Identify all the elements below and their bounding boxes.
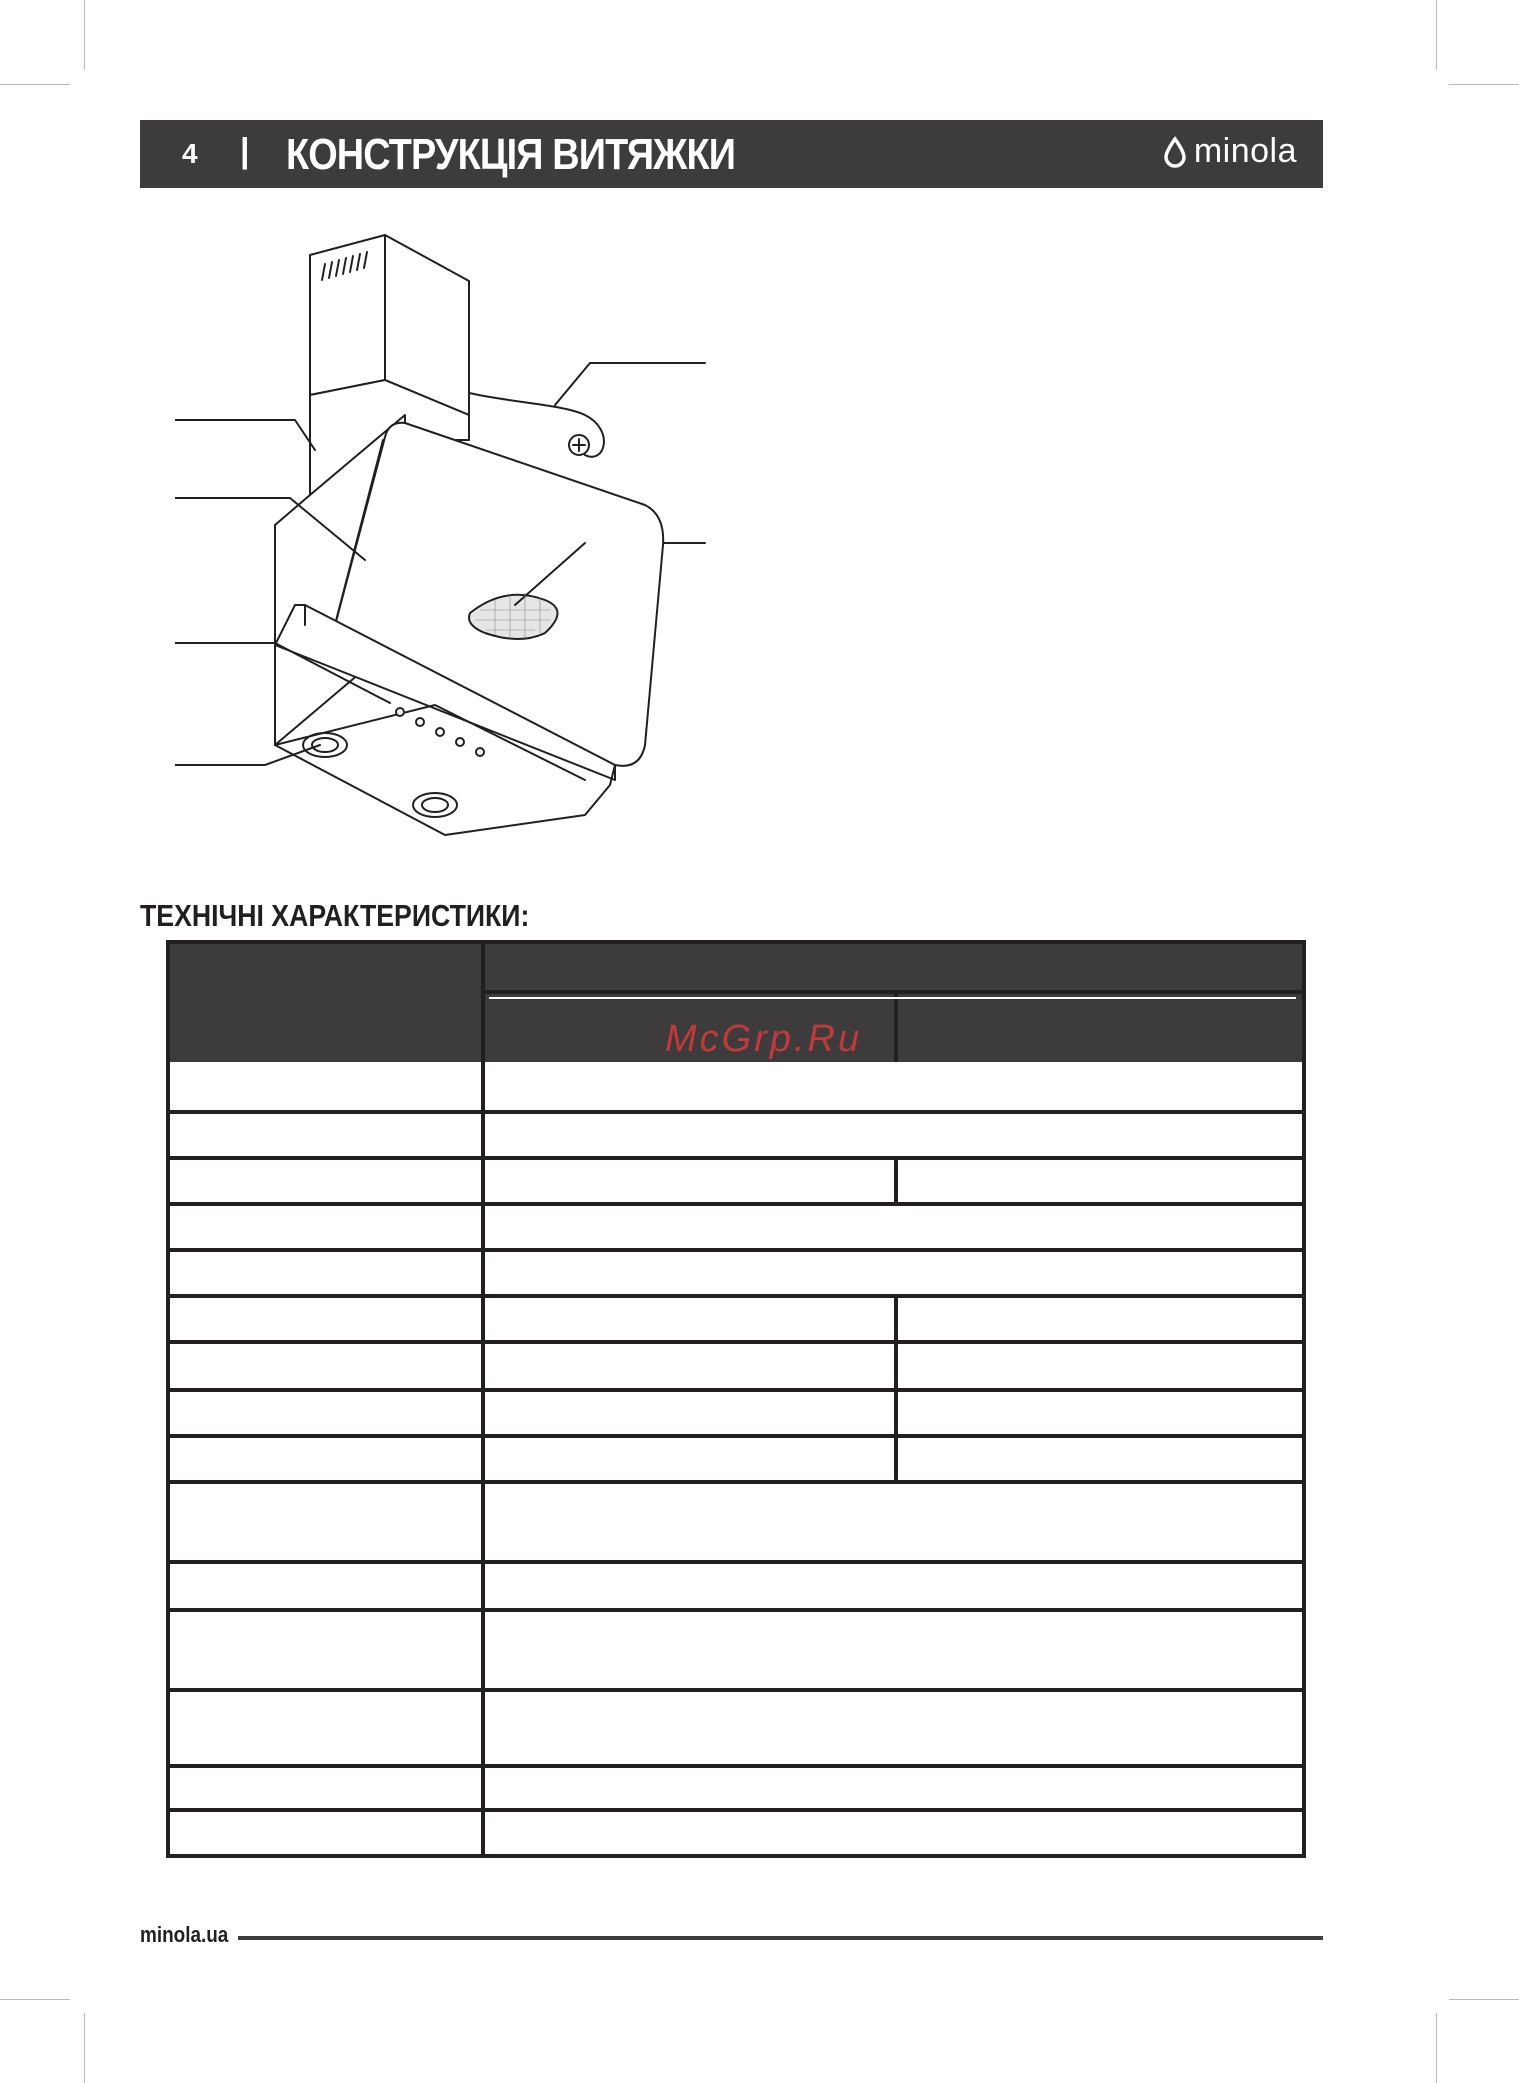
table-body xyxy=(168,942,1304,1856)
specs-table xyxy=(166,940,1306,1860)
footer-url: minola.ua xyxy=(140,1922,229,1947)
brand-name: minola xyxy=(1193,132,1297,170)
hood-diagram xyxy=(175,225,715,850)
specs-title: ТЕХНІЧНІ ХАРАКТЕРИСТИКИ: xyxy=(140,898,530,933)
header-separator: | xyxy=(240,132,250,170)
footer-rule xyxy=(238,1936,1323,1940)
watermark: McGrp.Ru xyxy=(665,1018,863,1060)
crop-mark xyxy=(1436,2013,1437,2083)
page-number: 4 xyxy=(182,138,198,169)
drop-ring-icon xyxy=(1162,135,1188,169)
crop-mark xyxy=(0,1999,70,2000)
power-cable xyxy=(469,393,604,457)
crop-mark xyxy=(84,2013,85,2083)
callout-line-lights xyxy=(175,745,320,765)
section-header xyxy=(140,120,1323,188)
crop-mark xyxy=(84,0,85,70)
crop-mark xyxy=(1449,1999,1519,2000)
brand-logo xyxy=(1162,132,1297,171)
crop-mark xyxy=(0,84,70,85)
crop-mark xyxy=(1449,84,1519,85)
callout-line-chimney xyxy=(175,420,315,450)
crop-mark xyxy=(1436,0,1437,70)
halogen-lights xyxy=(303,733,457,817)
page-title: КОНСТРУКЦІЯ ВИТЯЖКИ xyxy=(286,130,736,179)
